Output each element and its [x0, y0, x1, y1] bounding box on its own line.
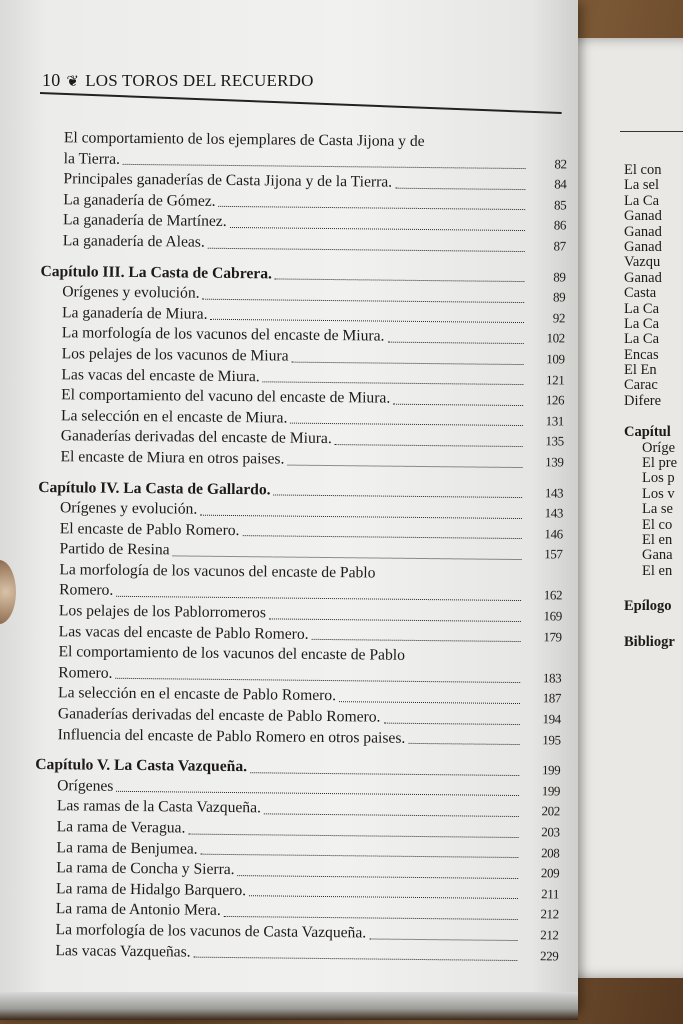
dot-leader: [188, 833, 518, 837]
page-ref: 146: [544, 525, 563, 542]
page-ref: 139: [545, 454, 564, 470]
toc-entry-row: [36, 725, 561, 751]
dot-leader: [200, 514, 522, 518]
chapter-title: Capítulo III. La Casta de Cabrera.: [40, 262, 273, 282]
entry-title: Orígenes y evolución.: [62, 283, 200, 302]
entry-title: Las vacas del encaste de Miura.: [61, 365, 260, 385]
entry-title: La ganadería de Aleas.: [62, 232, 205, 251]
dot-leader: [208, 247, 525, 251]
page-ref: 199: [541, 762, 561, 778]
table-of-contents: [33, 128, 567, 967]
dot-leader: [224, 916, 518, 920]
entry-title: Ganaderías derivadas del encaste de Miura.: [60, 427, 332, 448]
page-ref: 143: [544, 505, 564, 521]
right-page-line: Oríge: [642, 439, 676, 456]
right-page-line: El con: [624, 163, 662, 178]
entry-title: la Tierra.: [63, 149, 121, 168]
chapter-title: Capítulo IV. La Casta de Gallardo.: [38, 478, 271, 498]
leaf-ornament-icon: ❦: [66, 74, 80, 90]
page-ref: 187: [542, 690, 562, 706]
dot-leader: [242, 535, 521, 539]
right-page-line: Difere: [624, 392, 662, 409]
right-page-line: Capítul: [624, 424, 671, 441]
right-page-line: [624, 579, 683, 599]
entry-title: La rama de Concha y Sierra.: [56, 859, 235, 879]
dot-leader: [230, 227, 525, 231]
entry-title: El encaste de Miura en otros paises.: [60, 448, 285, 468]
entry-title: La selección en el encaste de Miura.: [60, 406, 288, 427]
right-page-line: [624, 409, 683, 425]
right-page-line: Encas: [624, 346, 659, 363]
entry-title: Las ramas de la Casta Vazqueña.: [56, 797, 262, 817]
right-page-line: Gana: [642, 547, 673, 564]
dot-leader: [219, 206, 526, 210]
entry-title: Influencia del encaste de Pablo Romero en otros paises.: [57, 725, 406, 747]
right-page-line: La Ca: [624, 192, 660, 209]
dot-leader: [115, 678, 520, 683]
page-ref: 212: [540, 906, 559, 922]
dot-leader: [291, 361, 523, 364]
dot-leader: [116, 596, 521, 601]
page-ref: 86: [553, 217, 567, 233]
dot-leader: [249, 896, 518, 900]
entry-title: La rama de Benjumea.: [56, 838, 198, 858]
right-page-line: Bibliogr: [624, 633, 675, 650]
page-ref: 179: [543, 628, 562, 645]
entry-title: Las vacas del encaste de Pablo Romero.: [58, 622, 309, 643]
page-ref: 89: [552, 289, 566, 305]
page-ref: 212: [540, 927, 559, 943]
page-ref: 109: [546, 351, 565, 367]
page-ref: 194: [542, 711, 561, 727]
page-ref: 102: [546, 330, 565, 346]
right-page-line: Vazqu: [624, 254, 661, 271]
toc-entry-row: [33, 941, 558, 967]
entry-title: Partido de Resina: [59, 540, 170, 559]
right-page-line: Los p: [642, 470, 675, 487]
dot-leader: [194, 957, 518, 961]
entry-title: Las vacas Vazqueñas.: [55, 941, 191, 961]
page-ref: 89: [553, 268, 566, 285]
right-page-line: [624, 615, 683, 635]
right-page-line: Los v: [642, 485, 675, 502]
entry-title: La ganadería de Martínez.: [62, 211, 227, 231]
page-ref: 92: [552, 310, 566, 326]
entry-title: La rama de Veragua.: [56, 818, 186, 837]
right-page-line: Carac: [624, 377, 658, 394]
page-ref: 229: [539, 947, 559, 964]
entry-title: Principales ganaderías de Casta Jijona y de la Tierra.: [63, 170, 393, 191]
page-ref: 87: [553, 238, 566, 254]
entry-title: La ganadería de Gómez.: [63, 191, 216, 210]
entry-title: La rama de Hidalgo Barquero.: [55, 879, 247, 899]
page-ref: 202: [541, 803, 560, 819]
dot-leader: [408, 743, 519, 745]
toc-entry-line: La morfología de los vacunos del encaste de Pablo: [59, 561, 376, 582]
entry-title: Ganaderías derivadas del encaste de Pablo Romero.: [57, 705, 381, 726]
dot-leader: [202, 298, 524, 302]
page-ref: 211: [541, 886, 560, 902]
dot-leader: [311, 639, 520, 642]
dot-leader: [395, 187, 525, 189]
dot-leader: [173, 555, 522, 560]
page-number: 10: [42, 70, 61, 90]
dot-leader: [393, 403, 523, 405]
entry-title: La morfología de los vacunos del encaste de Miura.: [61, 324, 385, 345]
page-ref: 195: [542, 731, 561, 748]
toc-entry-row: [41, 231, 566, 257]
right-page-line: El pre: [642, 455, 678, 472]
dot-leader: [250, 772, 519, 776]
entry-title: Romero.: [59, 581, 114, 600]
page-ref: 135: [545, 433, 564, 449]
right-page-line: La Ca: [624, 331, 660, 348]
entry-title: La rama de Antonio Mera.: [55, 900, 221, 920]
entry-title: La morfología de los vacunos de Casta Vazqueña.: [55, 921, 367, 942]
page-ref: 85: [553, 197, 567, 213]
page-ref: 199: [541, 783, 561, 799]
entry-title: Los pelajes de los vacunos de Miura: [61, 345, 289, 365]
page-ref: 82: [554, 155, 567, 172]
toc-entry-line: El comportamiento de los ejemplares de Casta Jijona y de: [63, 129, 425, 151]
dot-leader: [201, 854, 519, 858]
page-ref: 203: [541, 824, 560, 840]
chapter-title: Capítulo V. La Casta Vazqueña.: [35, 756, 248, 776]
page-ref: 157: [544, 546, 563, 562]
right-page-line: La se: [642, 501, 673, 518]
right-page-line: Ganad: [624, 208, 662, 225]
dot-leader: [123, 164, 526, 169]
dot-leader: [275, 279, 525, 283]
right-page-line: Ganad: [624, 269, 662, 286]
dot-leader: [339, 701, 520, 704]
entry-title: El comportamiento del vacuno del encaste de Miura.: [61, 386, 391, 407]
right-page-line: El en: [642, 531, 673, 548]
page-ref: 169: [543, 608, 562, 624]
dot-leader: [116, 791, 519, 796]
right-page-line: Casta: [624, 285, 657, 302]
entry-title: El encaste de Pablo Romero.: [59, 519, 240, 539]
page-ref: 209: [540, 865, 560, 881]
right-page-line: Ganad: [624, 238, 662, 255]
dot-leader: [263, 381, 524, 385]
right-page-line: El co: [642, 516, 673, 533]
book-title: LOS TOROS DEL RECUERDO: [85, 71, 314, 90]
page-ref: 84: [554, 176, 567, 192]
dot-leader: [287, 464, 522, 467]
page-ref: 183: [542, 670, 562, 686]
dot-leader: [290, 423, 523, 426]
right-page-line: La Ca: [624, 315, 660, 332]
dot-leader: [369, 938, 517, 941]
page-edge: [0, 992, 578, 1020]
right-page-header-rule: [620, 131, 683, 132]
dot-leader: [387, 342, 523, 344]
dot-leader: [274, 495, 523, 499]
page-ref: 208: [541, 844, 560, 861]
right-page-line: El en: [642, 562, 673, 579]
entry-title: Romero.: [58, 664, 113, 682]
dot-leader: [335, 444, 523, 447]
entry-title: Los pelajes de los Pablorromeros: [58, 602, 267, 622]
right-page-line: La Ca: [624, 300, 660, 317]
page-ref: 162: [543, 587, 563, 603]
entry-title: Orígenes: [57, 777, 114, 795]
right-page-line: Epílogo: [624, 598, 672, 615]
right-page-toc-column: [624, 163, 683, 650]
dot-leader: [383, 722, 519, 724]
toc-entry-row: [38, 447, 563, 473]
right-page-line: El En: [624, 362, 657, 379]
page-ref: 143: [544, 484, 564, 500]
entry-title: La selección en el encaste de Pablo Romero.: [57, 684, 337, 705]
dot-leader: [264, 813, 519, 817]
page-ref: 131: [545, 413, 565, 429]
dot-leader: [210, 319, 524, 323]
entry-title: Orígenes y evolución.: [59, 499, 198, 518]
right-page-line: La sel: [624, 177, 660, 194]
entry-title: La ganadería de Miura.: [61, 303, 208, 323]
page-ref: 121: [546, 371, 565, 388]
toc-entry-line: El comportamiento de los vacunos del encaste de Pablo: [58, 643, 406, 665]
dot-leader: [238, 875, 519, 879]
header-rule: [40, 92, 562, 114]
page-ref: 126: [545, 392, 565, 408]
dot-leader: [269, 618, 521, 622]
right-page-line: Ganad: [624, 223, 662, 240]
running-header: [42, 70, 314, 91]
